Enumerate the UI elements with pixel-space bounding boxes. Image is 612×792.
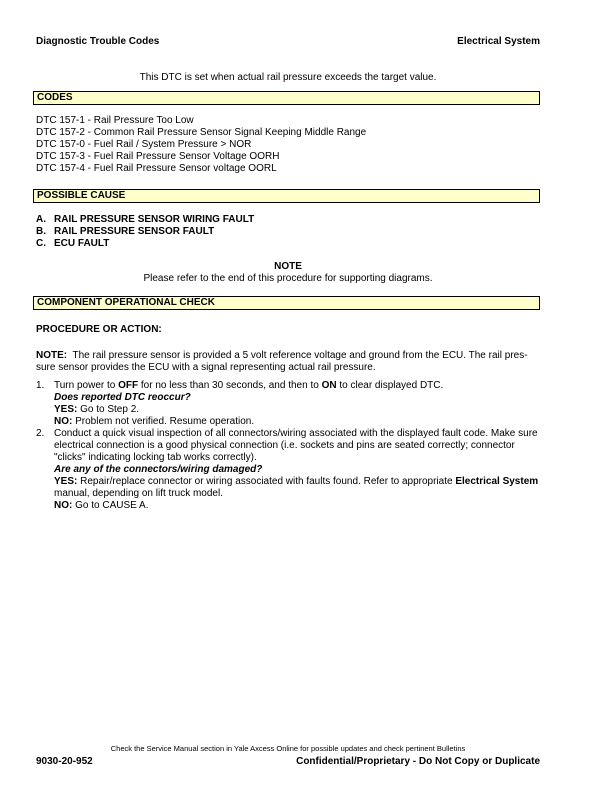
code-item: DTC 157-0 - Fuel Rail / System Pressure > NOR bbox=[36, 139, 252, 150]
code-item: DTC 157-3 - Fuel Rail Pressure Sensor Voltage OORH bbox=[36, 151, 280, 162]
no-text: Problem not verified. Resume operation. bbox=[72, 416, 255, 427]
confidential-notice: Confidential/Proprietary - Do Not Copy or Duplicate bbox=[296, 756, 540, 767]
procedure-heading: PROCEDURE OR ACTION: bbox=[36, 324, 162, 335]
codes-list bbox=[36, 115, 366, 175]
note-line: sure sensor provides the ECU with a signal representing actual rail pressure. bbox=[36, 362, 376, 373]
step-question: Are any of the connectors/wiring damaged? bbox=[54, 464, 263, 475]
yes-branch bbox=[54, 476, 542, 488]
step-2 bbox=[36, 428, 542, 512]
step-number: 2. bbox=[36, 428, 45, 439]
possible-cause-heading: POSSIBLE CAUSE bbox=[33, 189, 540, 203]
page-number: 9030-20-952 bbox=[36, 756, 93, 767]
page-header-section: Electrical System bbox=[457, 36, 540, 47]
yes-label: YES: bbox=[54, 476, 78, 487]
no-branch bbox=[54, 500, 542, 512]
no-label: NO: bbox=[54, 416, 73, 427]
instruction-text: for no less than 30 seconds, and then to bbox=[138, 380, 322, 391]
yes-continuation: manual, depending on lift truck model. bbox=[54, 488, 223, 499]
code-item: DTC 157-4 - Fuel Rail Pressure Sensor voltage OORL bbox=[36, 163, 277, 174]
manual-reference: Electrical System bbox=[455, 476, 539, 487]
codes-heading: CODES bbox=[33, 91, 540, 105]
step-instruction: "clicks" indicating locking tab works correctly). bbox=[54, 452, 257, 463]
yes-label: YES: bbox=[54, 404, 78, 415]
cause-letter: A. bbox=[36, 214, 46, 225]
note-text: Please refer to the end of this procedure for supporting diagrams. bbox=[143, 273, 433, 284]
cause-text: RAIL PRESSURE SENSOR WIRING FAULT bbox=[54, 214, 255, 225]
step-instruction: electrical connection is a good physical connection (i.e. sockets and pins are seated correctly; connector bbox=[54, 440, 515, 451]
no-branch bbox=[54, 416, 542, 428]
cause-letter: B. bbox=[36, 226, 46, 237]
step-instruction bbox=[54, 380, 542, 392]
no-text: Go to CAUSE A. bbox=[72, 500, 149, 511]
code-item: DTC 157-2 - Common Rail Pressure Sensor Signal Keeping Middle Range bbox=[36, 127, 367, 138]
cause-list bbox=[36, 214, 254, 250]
yes-text: Go to Step 2. bbox=[77, 404, 140, 415]
component-check-heading: COMPONENT OPERATIONAL CHECK bbox=[33, 296, 540, 310]
intro-text: This DTC is set when actual rail pressure exceeds the target value. bbox=[139, 72, 437, 83]
step-number: 1. bbox=[36, 380, 45, 391]
footer-note: Check the Service Manual section in Yale Axcess Online for possible updates and check pertinent Bulletins bbox=[110, 744, 466, 753]
instruction-text: Turn power to bbox=[54, 380, 119, 391]
step-1 bbox=[36, 380, 542, 428]
cause-item bbox=[36, 238, 254, 250]
cause-item bbox=[36, 214, 254, 226]
note-line: The rail pressure sensor is provided a 5 volt reference voltage and ground from the ECU. The rail pres- bbox=[72, 350, 528, 361]
step-question: Does reported DTC reoccur? bbox=[54, 392, 191, 403]
instruction-text: to clear displayed DTC. bbox=[336, 380, 444, 391]
off-keyword: OFF bbox=[118, 380, 139, 391]
cause-item bbox=[36, 226, 254, 238]
note-label: NOTE: bbox=[36, 350, 68, 361]
yes-text: Repair/replace connector or wiring associated with faults found. Refer to appropriate bbox=[77, 476, 456, 487]
cause-letter: C. bbox=[36, 238, 46, 249]
procedure-note bbox=[36, 350, 542, 374]
step-instruction: Conduct a quick visual inspection of all connectors/wiring associated with the displayed fault code. Make sure bbox=[54, 428, 538, 439]
cause-text: RAIL PRESSURE SENSOR FAULT bbox=[54, 226, 215, 237]
on-keyword: ON bbox=[321, 380, 337, 391]
note-title: NOTE bbox=[274, 261, 302, 272]
cause-text: ECU FAULT bbox=[54, 238, 110, 249]
page-header-title: Diagnostic Trouble Codes bbox=[36, 36, 160, 47]
code-item: DTC 157-1 - Rail Pressure Too Low bbox=[36, 115, 194, 126]
yes-branch bbox=[54, 404, 542, 416]
no-label: NO: bbox=[54, 500, 73, 511]
